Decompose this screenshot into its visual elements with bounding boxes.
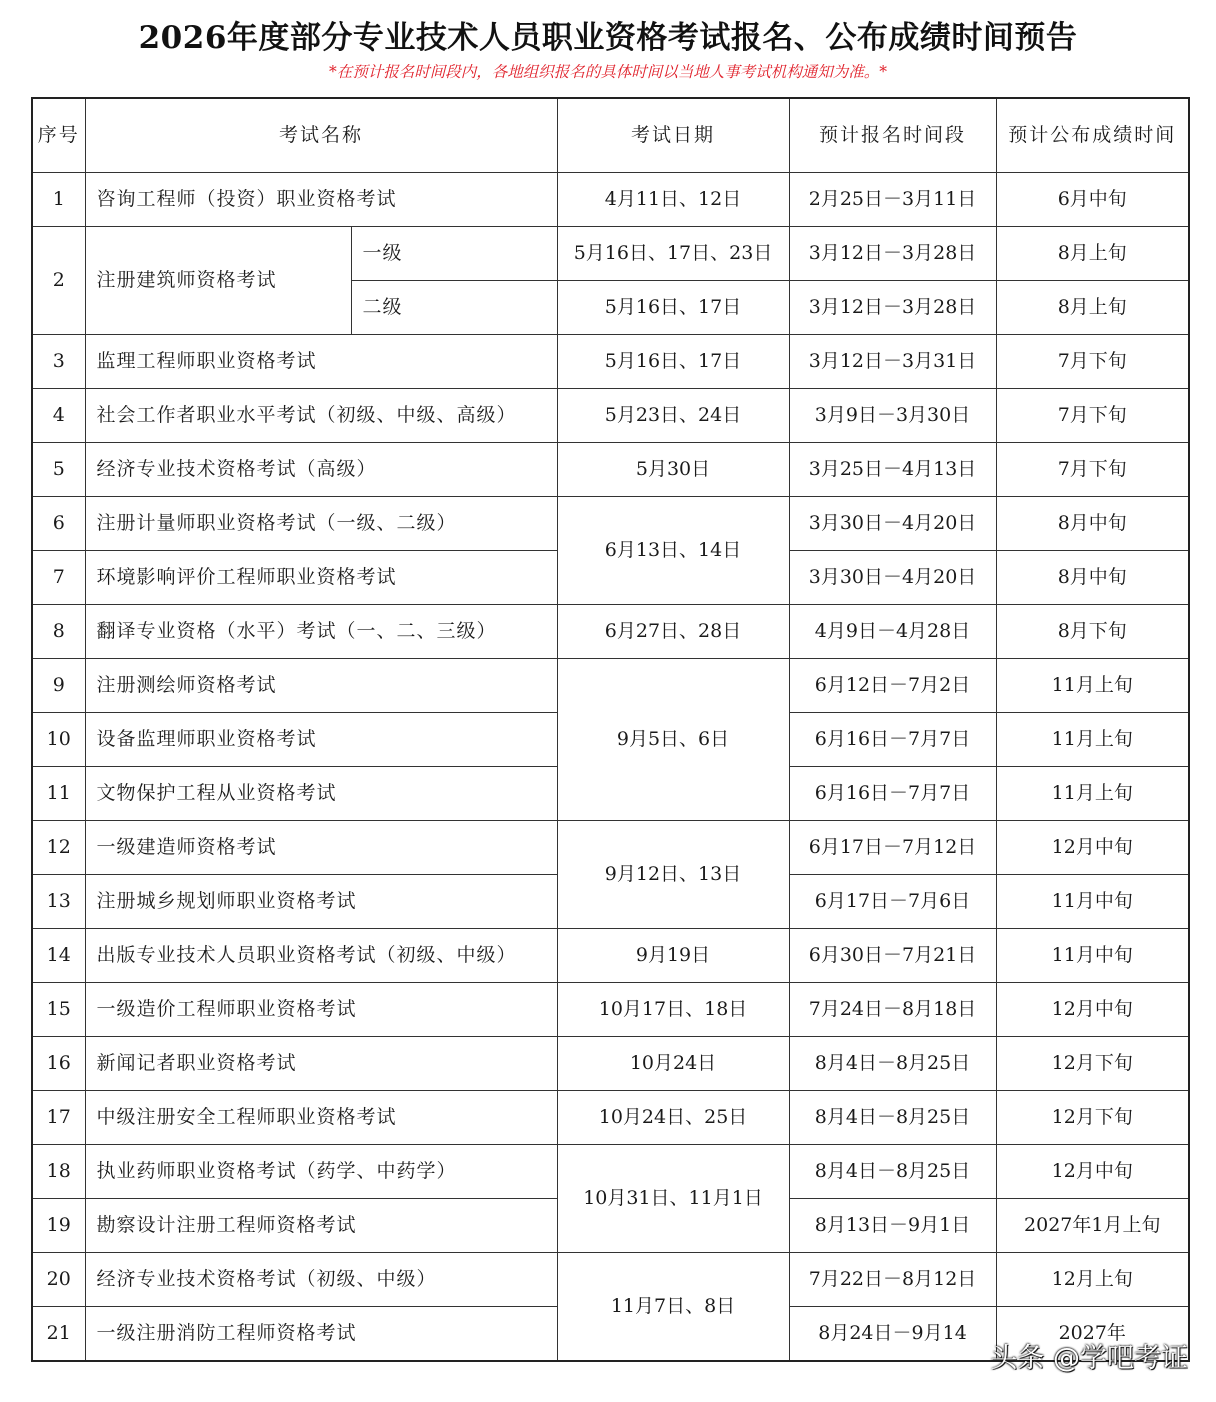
table-row bbox=[32, 1091, 1189, 1145]
exam-level: 一级 bbox=[351, 227, 557, 281]
registration-period: 8月4日－8月25日 bbox=[789, 1145, 996, 1199]
registration-period: 8月24日－9月14 bbox=[789, 1307, 996, 1362]
table-row bbox=[32, 605, 1189, 659]
registration-period: 3月12日－3月28日 bbox=[789, 227, 996, 281]
exam-name: 经济专业技术资格考试（初级、中级） bbox=[85, 1253, 557, 1307]
result-time: 2027年 bbox=[996, 1307, 1189, 1362]
table-row bbox=[32, 227, 1189, 281]
row-no: 6 bbox=[32, 497, 85, 551]
result-time: 12月中旬 bbox=[996, 1145, 1189, 1199]
exam-date: 10月31日、11月1日 bbox=[557, 1145, 789, 1253]
exam-name: 勘察设计注册工程师资格考试 bbox=[85, 1199, 557, 1253]
row-no: 1 bbox=[32, 173, 85, 227]
exam-name: 注册测绘师资格考试 bbox=[85, 659, 557, 713]
exam-date: 9月12日、13日 bbox=[557, 821, 789, 929]
row-no: 19 bbox=[32, 1199, 85, 1253]
result-time: 6月中旬 bbox=[996, 173, 1189, 227]
exam-name: 一级注册消防工程师资格考试 bbox=[85, 1307, 557, 1362]
row-no: 13 bbox=[32, 875, 85, 929]
table-row bbox=[32, 983, 1189, 1037]
table-row bbox=[32, 1037, 1189, 1091]
table-row bbox=[32, 389, 1189, 443]
exam-level: 二级 bbox=[351, 281, 557, 335]
result-time: 8月上旬 bbox=[996, 227, 1189, 281]
result-time: 12月下旬 bbox=[996, 1037, 1189, 1091]
registration-period: 3月30日－4月20日 bbox=[789, 497, 996, 551]
result-time: 7月下旬 bbox=[996, 389, 1189, 443]
result-time: 8月中旬 bbox=[996, 551, 1189, 605]
table-row bbox=[32, 1253, 1189, 1307]
header-date: 考试日期 bbox=[557, 98, 789, 173]
exam-name: 新闻记者职业资格考试 bbox=[85, 1037, 557, 1091]
table-row bbox=[32, 821, 1189, 875]
exam-date: 10月24日 bbox=[557, 1037, 789, 1091]
row-no: 11 bbox=[32, 767, 85, 821]
exam-date: 5月16日、17日 bbox=[557, 281, 789, 335]
result-time: 8月中旬 bbox=[996, 497, 1189, 551]
table-row bbox=[32, 173, 1189, 227]
exam-name: 注册计量师职业资格考试（一级、二级） bbox=[85, 497, 557, 551]
exam-name: 社会工作者职业水平考试（初级、中级、高级） bbox=[85, 389, 557, 443]
exam-name: 一级造价工程师职业资格考试 bbox=[85, 983, 557, 1037]
exam-date: 10月17日、18日 bbox=[557, 983, 789, 1037]
registration-note: *在预计报名时间段内，各地组织报名的具体时间以当地人事考试机构通知为准。* bbox=[328, 63, 887, 81]
registration-period: 6月30日－7月21日 bbox=[789, 929, 996, 983]
exam-name: 监理工程师职业资格考试 bbox=[85, 335, 557, 389]
table-row bbox=[32, 497, 1189, 551]
row-no: 9 bbox=[32, 659, 85, 713]
result-time: 11月上旬 bbox=[996, 767, 1189, 821]
exam-name: 文物保护工程从业资格考试 bbox=[85, 767, 557, 821]
row-no: 4 bbox=[32, 389, 85, 443]
source-watermark: 头条 @学吧考证 bbox=[990, 1343, 1188, 1374]
result-time: 12月中旬 bbox=[996, 821, 1189, 875]
row-no: 17 bbox=[32, 1091, 85, 1145]
row-no: 18 bbox=[32, 1145, 85, 1199]
registration-period: 6月17日－7月6日 bbox=[789, 875, 996, 929]
row-no: 7 bbox=[32, 551, 85, 605]
registration-period: 8月4日－8月25日 bbox=[789, 1091, 996, 1145]
result-time: 12月上旬 bbox=[996, 1253, 1189, 1307]
header-name: 考试名称 bbox=[85, 98, 557, 173]
result-time: 12月中旬 bbox=[996, 983, 1189, 1037]
row-no: 15 bbox=[32, 983, 85, 1037]
registration-period: 3月25日－4月13日 bbox=[789, 443, 996, 497]
exam-name: 翻译专业资格（水平）考试（一、二、三级） bbox=[85, 605, 557, 659]
exam-name: 执业药师职业资格考试（药学、中药学） bbox=[85, 1145, 557, 1199]
table-row bbox=[32, 1145, 1189, 1199]
exam-name: 经济专业技术资格考试（高级） bbox=[85, 443, 557, 497]
result-time: 11月上旬 bbox=[996, 713, 1189, 767]
registration-period: 2月25日－3月11日 bbox=[789, 173, 996, 227]
row-no: 20 bbox=[32, 1253, 85, 1307]
table-row bbox=[32, 443, 1189, 497]
registration-period: 8月13日－9月1日 bbox=[789, 1199, 996, 1253]
row-no: 12 bbox=[32, 821, 85, 875]
exam-name: 注册建筑师资格考试 bbox=[85, 227, 351, 335]
exam-date: 5月16日、17日、23日 bbox=[557, 227, 789, 281]
exam-name: 咨询工程师（投资）职业资格考试 bbox=[85, 173, 557, 227]
exam-date: 5月23日、24日 bbox=[557, 389, 789, 443]
exam-date: 6月13日、14日 bbox=[557, 497, 789, 605]
header-no: 序号 bbox=[32, 98, 85, 173]
result-time: 11月中旬 bbox=[996, 929, 1189, 983]
row-no: 16 bbox=[32, 1037, 85, 1091]
exam-name: 注册城乡规划师职业资格考试 bbox=[85, 875, 557, 929]
exam-date: 5月30日 bbox=[557, 443, 789, 497]
table-row bbox=[32, 659, 1189, 713]
row-no: 8 bbox=[32, 605, 85, 659]
registration-period: 8月4日－8月25日 bbox=[789, 1037, 996, 1091]
row-no: 2 bbox=[32, 227, 85, 335]
exam-name: 设备监理师职业资格考试 bbox=[85, 713, 557, 767]
exam-name: 中级注册安全工程师职业资格考试 bbox=[85, 1091, 557, 1145]
exam-date: 9月19日 bbox=[557, 929, 789, 983]
registration-period: 3月30日－4月20日 bbox=[789, 551, 996, 605]
exam-date: 11月7日、8日 bbox=[557, 1253, 789, 1362]
exam-name: 出版专业技术人员职业资格考试（初级、中级） bbox=[85, 929, 557, 983]
row-no: 10 bbox=[32, 713, 85, 767]
registration-period: 4月9日－4月28日 bbox=[789, 605, 996, 659]
result-time: 8月上旬 bbox=[996, 281, 1189, 335]
exam-date: 10月24日、25日 bbox=[557, 1091, 789, 1145]
table-header-row bbox=[32, 98, 1189, 173]
exam-schedule-table bbox=[31, 97, 1190, 1362]
exam-date: 5月16日、17日 bbox=[557, 335, 789, 389]
header-reg: 预计报名时间段 bbox=[789, 98, 996, 173]
exam-name: 一级建造师资格考试 bbox=[85, 821, 557, 875]
registration-period: 6月16日－7月7日 bbox=[789, 713, 996, 767]
page-title: 2026年度部分专业技术人员职业资格考试报名、公布成绩时间预告 bbox=[138, 20, 1078, 56]
registration-period: 3月9日－3月30日 bbox=[789, 389, 996, 443]
row-no: 5 bbox=[32, 443, 85, 497]
registration-period: 6月12日－7月2日 bbox=[789, 659, 996, 713]
result-time: 2027年1月上旬 bbox=[996, 1199, 1189, 1253]
header-result: 预计公布成绩时间 bbox=[996, 98, 1189, 173]
registration-period: 7月24日－8月18日 bbox=[789, 983, 996, 1037]
row-no: 3 bbox=[32, 335, 85, 389]
row-no: 14 bbox=[32, 929, 85, 983]
registration-period: 6月17日－7月12日 bbox=[789, 821, 996, 875]
result-time: 12月下旬 bbox=[996, 1091, 1189, 1145]
exam-name: 环境影响评价工程师职业资格考试 bbox=[85, 551, 557, 605]
exam-date: 6月27日、28日 bbox=[557, 605, 789, 659]
result-time: 7月下旬 bbox=[996, 443, 1189, 497]
registration-period: 6月16日－7月7日 bbox=[789, 767, 996, 821]
table-row bbox=[32, 335, 1189, 389]
table-row bbox=[32, 929, 1189, 983]
registration-period: 3月12日－3月31日 bbox=[789, 335, 996, 389]
row-no: 21 bbox=[32, 1307, 85, 1362]
result-time: 11月中旬 bbox=[996, 875, 1189, 929]
result-time: 8月下旬 bbox=[996, 605, 1189, 659]
registration-period: 7月22日－8月12日 bbox=[789, 1253, 996, 1307]
exam-date: 4月11日、12日 bbox=[557, 173, 789, 227]
result-time: 7月下旬 bbox=[996, 335, 1189, 389]
exam-date: 9月5日、6日 bbox=[557, 659, 789, 821]
result-time: 11月上旬 bbox=[996, 659, 1189, 713]
registration-period: 3月12日－3月28日 bbox=[789, 281, 996, 335]
